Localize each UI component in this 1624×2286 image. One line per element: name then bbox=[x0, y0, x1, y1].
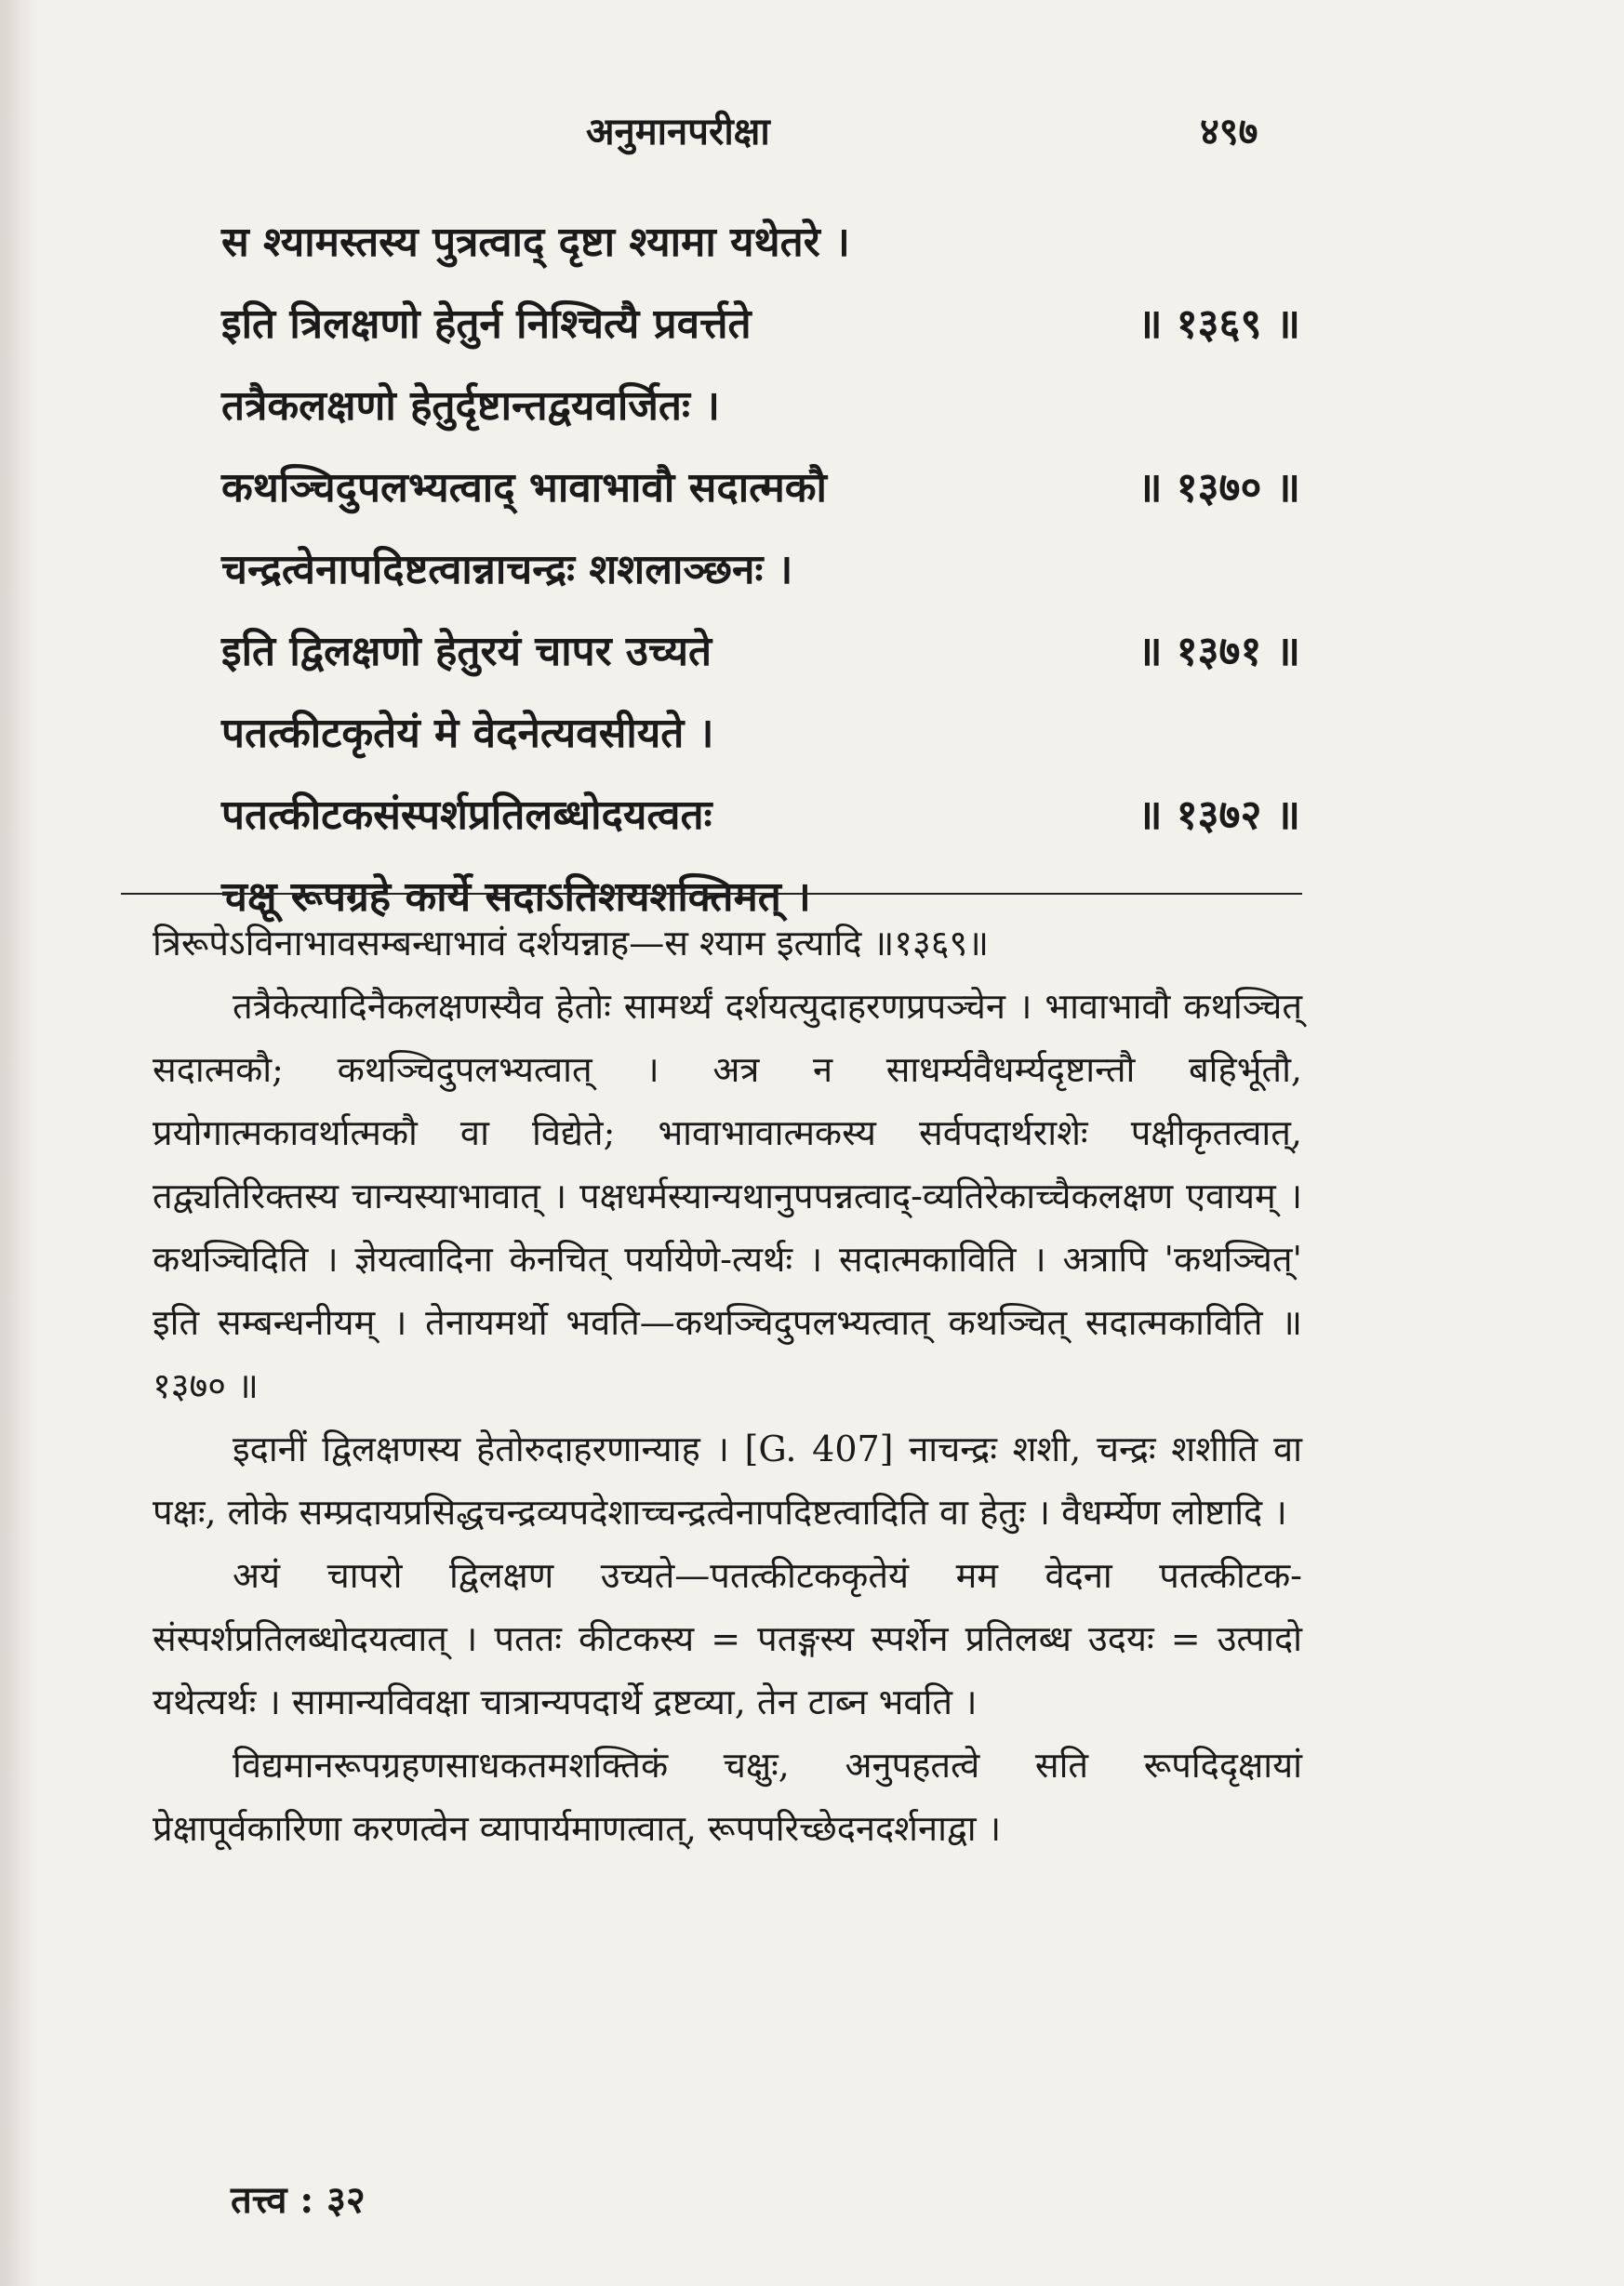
verse-line bbox=[221, 366, 1300, 448]
verse-text: पतत्कीटकृतेयं मे वेदनेत्यवसीयते । bbox=[221, 710, 714, 757]
verse-text: चन्द्रत्वेनापदिष्टत्वान्नाचन्द्रः शशलाञ्छनः । bbox=[221, 546, 793, 593]
verse-text: इति द्विलक्षणो हेतुरयं चापर उच्यते bbox=[221, 628, 712, 675]
verse-text: चक्षू रूपग्रहे कार्ये सदाऽतिशयशक्तिमत् । bbox=[221, 873, 811, 921]
verse-text: तत्रैकलक्षणो हेतुर्दृष्टान्तद्वयवर्जितः । bbox=[221, 382, 720, 430]
page-header bbox=[0, 104, 1624, 160]
verse-line bbox=[221, 203, 1300, 285]
verse-number: ॥ १३७० ॥ bbox=[1138, 464, 1300, 512]
commentary-block bbox=[153, 911, 1302, 1860]
signature-mark: तत्त्व : ३२ bbox=[231, 2178, 366, 2222]
verse-line bbox=[221, 448, 1300, 530]
verse-text: इति त्रिलक्षणो हेतुर्न निश्चित्यै प्रवर्त्तते bbox=[221, 300, 752, 348]
verse-text: कथञ्चिदुपलभ्यत्वाद् भावाभावौ सदात्मकौ bbox=[221, 464, 827, 512]
verse-line bbox=[221, 530, 1300, 612]
verse-line bbox=[221, 285, 1300, 366]
commentary-paragraph: त्रिरूपेऽविनाभावसम्बन्धाभावं दर्शयन्नाह—स श्याम इत्यादि ॥१३६९॥ bbox=[153, 923, 990, 964]
verse-text: स श्यामस्तस्य पुत्रत्वाद् दृष्टा श्यामा यथेतरे । bbox=[221, 219, 850, 266]
verse-line bbox=[221, 612, 1300, 694]
commentary-paragraph: अयं चापरो द्विलक्षण उच्यते—पतत्कीटककृतेयं मम वेदना पतत्कीटक-संस्पर्शप्रतिलब्धोदयत्वात् । पततः कीटकस्य = पतङ्गस्य स्पर्शेन प्रतिलब्ध उदयः = उत्पादो यथेत्यर्थः । सामान्यविवक्षा चात्रान्यपदार्थे द्रष्टव्या, तेन टाब्न भवति । bbox=[153, 1555, 1302, 1722]
verse-text: पतत्कीटकसंस्पर्शप्रतिलब्धोदयत्वतः bbox=[221, 791, 712, 839]
verse-number: ॥ १३७२ ॥ bbox=[1138, 791, 1300, 839]
verse-number: ॥ १३६९ ॥ bbox=[1138, 300, 1300, 348]
scan-edge-shadow bbox=[0, 0, 37, 2286]
commentary-paragraph: इदानीं द्विलक्षणस्य हेतोरुदाहरणान्याह । [G. 407] नाचन्द्रः शशी, चन्द्रः शशीति वा पक्षः, लोके सम्प्रदायप्रसिद्धचन्द्रव्यपदेशाच्चन्द्रत्वेनापदिष्टत्वादिति वा हेतुः । वैधर्म्येण लोष्टादि । bbox=[153, 1429, 1302, 1533]
verse-block bbox=[221, 203, 1300, 939]
separator-rule bbox=[121, 893, 1302, 895]
running-title: अनुमानपरीक्षा bbox=[586, 110, 770, 153]
commentary-paragraph: विद्यमानरूपग्रहणसाधकतमशक्तिकं चक्षुः, अनुपहतत्वे सति रूपदिदृक्षायां प्रेक्षापूर्वकारिणा करणत्वेन व्यापार्यमाणत्वात्, रूपपरिच्छेदनदर्शनाद्वा । bbox=[153, 1745, 1302, 1849]
commentary-paragraph: तत्रैकेत्यादिनैकलक्षणस्यैव हेतोः सामर्थ्यं दर्शयत्युदाहरणप्रपञ्चेन । भावाभावौ कथञ्चित् सदात्मकौ; कथञ्चिदुपलभ्यत्वात् । अत्र न साधर्म्यवैधर्म्यदृष्टान्तौ बहिर्भूतौ, प्रयोगात्मकावर्थात्मकौ वा विद्येते; भावाभावात्मकस्य सर्वपदार्थराशेः पक्षीकृतत्वात्, तद्व्यतिरिक्तस्य चान्यस्याभावात् । पक्षधर्मस्यान्यथानुपपन्नत्वाद्-व्यतिरेकाच्चैकलक्षण एवायम् । कथञ्चिदिति । ज्ञेयत्वादिना केनचित् पर्यायेणे-त्यर्थः । सदात्मकाविति । अत्रापि 'कथञ्चित्' इति सम्बन्धनीयम् । तेनायमर्थो भवति—कथञ्चिदुपलभ्यत्वात् कथञ्चित् सदात्मकाविति ॥ १३७० ॥ bbox=[153, 986, 1302, 1406]
verse-line bbox=[221, 776, 1300, 857]
verse-number: ॥ १३७१ ॥ bbox=[1138, 628, 1300, 675]
verse-line bbox=[221, 694, 1300, 776]
page-number: ४९७ bbox=[1200, 110, 1258, 153]
